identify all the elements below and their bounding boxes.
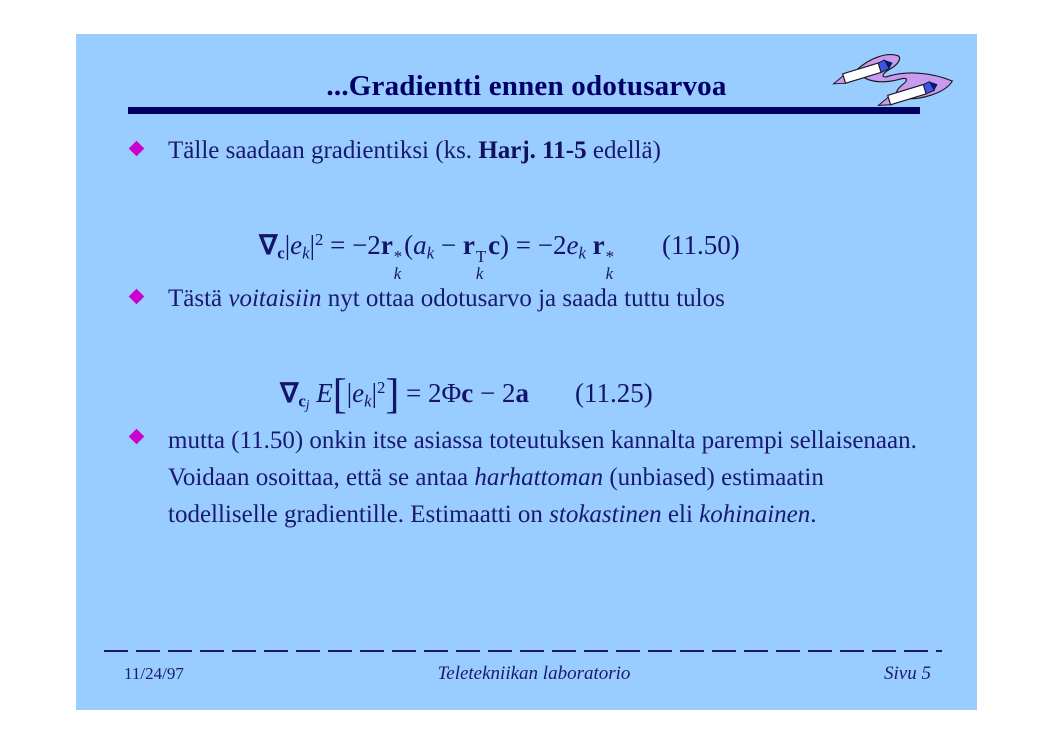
bullet-3-italic-kohinainen: kohinainen: [699, 501, 811, 528]
bullet-1-text: [168, 134, 661, 168]
bullet-diamond-icon: [129, 141, 145, 157]
footer-date: 11/24/97: [124, 664, 184, 683]
bullet-item-1: [131, 134, 931, 168]
footer-organization: Teletekniikan laboratorio: [437, 663, 631, 684]
title-underline: [128, 107, 920, 114]
bullet-2-text: [168, 282, 725, 316]
bullet-item-2: [131, 282, 951, 316]
slide-title: ...Gradientti ennen odotusarvoa: [326, 70, 727, 102]
footer: [124, 663, 931, 685]
formula-expected-gradient: $\nabla c_j$ $E[|ek|^2] = 2\Phi c - 2a$: [280, 371, 529, 418]
bullet-3-seg1: mutta (11.50) onkin itse asiassa toteutuksen kannalta parempi sellaisenaan. Voidaan osoittaa, että se antaa: [168, 427, 917, 491]
slide-canvas: [76, 34, 977, 710]
formula-instantaneous-gradient: $\nabla c|ek|^2 = -2r$ * k (ak − r T k c) = −2ek r * k: [259, 229, 615, 284]
equation-11-50-row: [76, 230, 977, 282]
bullet-3-seg7: .: [810, 501, 817, 528]
bullet-diamond-icon: [129, 289, 145, 305]
bullet-3-seg5: eli: [661, 501, 700, 528]
bullet-2-post: nyt ottaa odotusarvo ja saada tuttu tulos: [321, 285, 725, 312]
bullet-1-pre: Tälle saadaan gradientiksi (ks.: [168, 137, 479, 164]
bullet-1-bold-ref: Harj. 11-5: [478, 137, 587, 164]
bullet-item-3: [131, 422, 943, 533]
bullet-diamond-icon: [129, 429, 145, 445]
bullet-1-post: edellä): [586, 137, 661, 164]
footer-dashed-divider: [104, 650, 942, 652]
bullet-3-italic-harhattoman: harhattoman: [474, 464, 604, 491]
equation-label-11-50: (11.50): [662, 230, 740, 260]
bullet-2-italic-word: voitaisiin: [228, 285, 322, 312]
equation-label-11-25: (11.25): [574, 378, 653, 408]
bullet-2-pre: Tästä: [168, 285, 229, 312]
bullet-3-seg3: (unbiased) estimaatin todelliselle gradientille. Estimaatti on: [168, 464, 824, 528]
footer-page-number: Sivu 5: [884, 663, 931, 684]
bullet-3-text: [168, 422, 924, 533]
pens-logo-icon: [827, 48, 969, 114]
equation-11-25-row: [76, 371, 977, 418]
bullet-3-italic-stokastinen: stokastinen: [549, 501, 662, 528]
